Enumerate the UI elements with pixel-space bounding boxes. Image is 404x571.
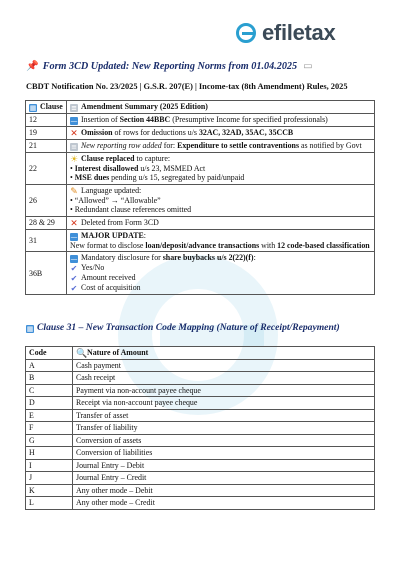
code-mapping-table <box>25 346 375 510</box>
table-row <box>26 384 375 396</box>
notification-line: CBDT Notification No. 23/2025 | G.S.R. 207(E) | Income-tax (8th Amendment) Rules, 2025 <box>26 82 348 91</box>
pencil-icon: ✎ <box>70 186 78 197</box>
new-icon: — <box>70 255 78 264</box>
table-header-row <box>26 101 375 114</box>
nature-header: 🔍Nature of Amount <box>73 347 375 360</box>
check-icon: ✔ <box>70 284 78 294</box>
summary-cell: ✕ Deleted from Form 3CD <box>67 216 375 229</box>
table-row <box>26 360 375 372</box>
clause-cell: 28 & 29 <box>26 216 67 229</box>
table-row <box>26 422 375 434</box>
code-cell: K <box>26 484 73 496</box>
clause-cell: 12 <box>26 114 67 127</box>
table-row <box>26 397 375 409</box>
code-cell: B <box>26 372 73 384</box>
page-icon: ▭ <box>303 61 313 72</box>
new-icon: — <box>70 232 78 241</box>
nature-cell: Transfer of asset <box>73 409 375 421</box>
memo-icon: ≡ <box>71 143 77 151</box>
code-header: Code <box>26 347 73 360</box>
summary-header: ≡ Amendment Summary (2025 Edition) <box>67 101 375 114</box>
memo-icon: ≡ <box>71 104 77 112</box>
summary-cell: — Mandatory disclosure for share buybacks u/s 2(22)(f): ✔ Yes/No ✔ Amount received ✔ Cost of acquisition <box>67 252 375 295</box>
nature-cell: Conversion of assets <box>73 434 375 446</box>
code-cell: F <box>26 422 73 434</box>
clause-cell: 36B <box>26 252 67 295</box>
cross-mark-icon: ✕ <box>70 218 78 229</box>
code-cell: A <box>26 360 73 372</box>
nature-cell: Receipt via non-account payee cheque <box>73 397 375 409</box>
section-title <box>26 322 340 333</box>
magnifier-icon: 🔍 <box>76 349 88 359</box>
table-row <box>26 447 375 459</box>
document-title <box>26 60 313 72</box>
clause-cell: 21 <box>26 140 67 153</box>
table-row <box>26 153 375 185</box>
code-cell: C <box>26 384 73 396</box>
clause-header: ▦ Clause <box>26 101 67 114</box>
code-cell: L <box>26 497 73 509</box>
table-row <box>26 434 375 446</box>
nature-cell: Any other mode – Credit <box>73 497 375 509</box>
code-cell: H <box>26 447 73 459</box>
code-cell: E <box>26 409 73 421</box>
clause-cell: 31 <box>26 229 67 251</box>
nature-cell: Cash payment <box>73 360 375 372</box>
table-row <box>26 216 375 229</box>
section-title-text: Clause 31 – New Transaction Code Mapping (Nature of Receipt/Repayment) <box>37 322 340 333</box>
table-row <box>26 497 375 509</box>
table-row <box>26 114 375 127</box>
nature-cell: Conversion of liabilities <box>73 447 375 459</box>
summary-cell: ✎ Language updated: • “Allowed” → “Allowable” • Redundant clause references omitted <box>67 184 375 216</box>
amendment-table <box>25 100 375 295</box>
clause-cell: 19 <box>26 127 67 140</box>
table-row <box>26 459 375 471</box>
code-cell: D <box>26 397 73 409</box>
logo-text: efiletax <box>262 20 336 45</box>
pushpin-icon: 📌 <box>26 61 39 72</box>
summary-cell: ☀ Clause replaced to capture: • Interest disallowed u/s 23, MSMED Act • MSE dues pending u/s 15, segregated by paid/unpaid <box>67 153 375 185</box>
summary-cell: ✕ Omission of rows for deductions u/s 32AC, 32AD, 35AC, 35CCB <box>67 127 375 140</box>
clause-cell: 22 <box>26 153 67 185</box>
bulb-icon: ☀ <box>70 155 79 165</box>
table-row <box>26 252 375 295</box>
table-row <box>26 184 375 216</box>
summary-cell: — MAJOR UPDATE: New format to disclose loan/deposit/advance transactions with 12 code-based classification <box>67 229 375 251</box>
code-cell: G <box>26 434 73 446</box>
table-row <box>26 484 375 496</box>
table-row <box>26 127 375 140</box>
nature-cell: Journal Entry – Debit <box>73 459 375 471</box>
code-cell: I <box>26 459 73 471</box>
new-icon: — <box>70 117 78 125</box>
table-row <box>26 472 375 484</box>
code-cell: J <box>26 472 73 484</box>
grid-icon: ▦ <box>26 325 34 333</box>
document-title-text: Form 3CD Updated: New Reporting Norms from 01.04.2025 <box>42 61 298 72</box>
efiletax-logo <box>236 20 335 46</box>
nature-cell: Transfer of liability <box>73 422 375 434</box>
table-row <box>26 409 375 421</box>
table-row <box>26 229 375 251</box>
logo-mark-icon <box>236 23 256 43</box>
table-row <box>26 372 375 384</box>
check-icon: ✔ <box>70 274 78 284</box>
summary-cell: ≡ New reporting row added for: Expenditure to settle contraventions as notified by Govt <box>67 140 375 153</box>
nature-cell: Payment via non-account payee cheque <box>73 384 375 396</box>
check-icon: ✔ <box>70 264 78 274</box>
nature-cell: Journal Entry – Credit <box>73 472 375 484</box>
table-row <box>26 140 375 153</box>
grid-icon: ▦ <box>29 104 37 112</box>
nature-cell: Any other mode – Debit <box>73 484 375 496</box>
cross-mark-icon: ✕ <box>70 129 78 139</box>
summary-cell: — Insertion of Section 44BBC (Presumptive Income for specified professionals) <box>67 114 375 127</box>
table-header-row <box>26 347 375 360</box>
clause-cell: 26 <box>26 184 67 216</box>
nature-cell: Cash receipt <box>73 372 375 384</box>
